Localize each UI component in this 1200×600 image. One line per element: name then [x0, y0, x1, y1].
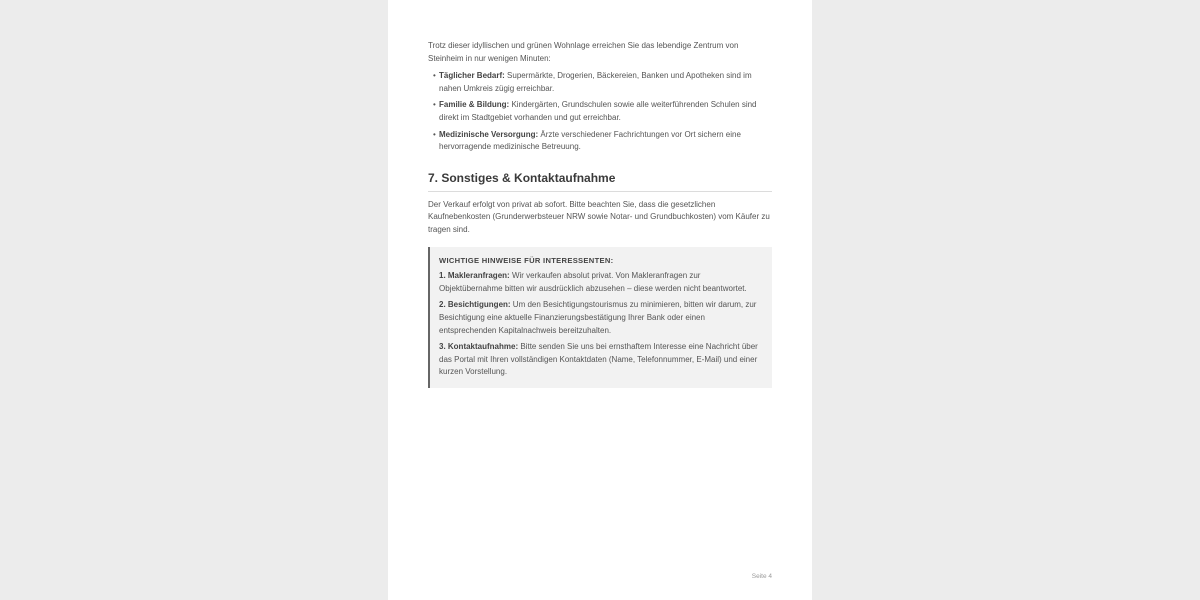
list-item-text: Ärzte verschiedener Fachrichtungen vor Ort sichern eine hervorragende medizinische Betreuung.: [439, 129, 741, 152]
amenities-list: [428, 70, 772, 154]
list-item-term: Familie & Bildung:: [439, 100, 510, 110]
list-item-text: Kindergärten, Grundschulen sowie alle weiterführenden Schulen sind direkt im Stadtgebiet vorhanden und gut erreichbar.: [439, 100, 757, 122]
notice-item-term: 1. Makleranfragen:: [439, 271, 510, 281]
notice-title: WICHTIGE HINWEISE FÜR INTERESSENTEN:: [439, 255, 614, 265]
page-number: Seite 4: [751, 573, 772, 580]
list-item-text: Supermärkte, Drogerien, Bäckereien, Banken und Apotheken sind im nahen Umkreis zügig erreichbar.: [439, 71, 752, 93]
page-content: [428, 40, 772, 388]
notice-item: [439, 270, 762, 295]
section-body: Der Verkauf erfolgt von privat ab sofort. Bitte beachten Sie, dass die gesetzlichen Kaufnebenkosten (Grunderwerbsteuer NRW sowie Notar- und Grundbuchkosten) vom Käufer zu tragen sind.: [428, 199, 770, 234]
intro-paragraph: Trotz dieser idyllischen und grünen Wohnlage erreichen Sie das lebendige Zentrum von Steinheim in nur wenigen Minuten:: [428, 41, 739, 63]
notice-item-term: 2. Besichtigungen:: [439, 300, 511, 310]
list-item-term: Medizinische Versorgung:: [439, 129, 539, 139]
notice-item-text: Bitte senden Sie uns bei ernsthaftem Interesse eine Nachricht über das Portal mit Ihren vollständigen Kontaktdaten (Name, Telefonnummer, E-Mail) und einer kurzen Vorstellung.: [439, 342, 758, 377]
document-page: [388, 0, 812, 600]
notice-item: [439, 341, 762, 379]
list-item: [428, 70, 772, 95]
notice-box: [428, 247, 772, 388]
notice-item-text: Wir verkaufen absolut privat. Von Makleranfragen zur Objektübernahme bitten wir ausdrücklich abzusehen – diese werden nicht beantwortet.: [439, 271, 747, 293]
section-heading: 7. Sonstiges & Kontaktaufnahme: [428, 171, 772, 192]
notice-item-term: 3. Kontaktaufnahme:: [439, 342, 519, 352]
list-item: [428, 99, 772, 124]
list-item: [428, 129, 772, 154]
notice-item-text: Um den Besichtigungstourismus zu minimieren, bitten wir darum, zur Besichtigung eine aktuelle Finanzierungsbestätigung Ihrer Bank oder einen entsprechenden Kapitalnachweis bereitzuhalten.: [439, 300, 757, 335]
list-item-term: Täglicher Bedarf:: [439, 71, 505, 81]
notice-item: [439, 299, 762, 337]
